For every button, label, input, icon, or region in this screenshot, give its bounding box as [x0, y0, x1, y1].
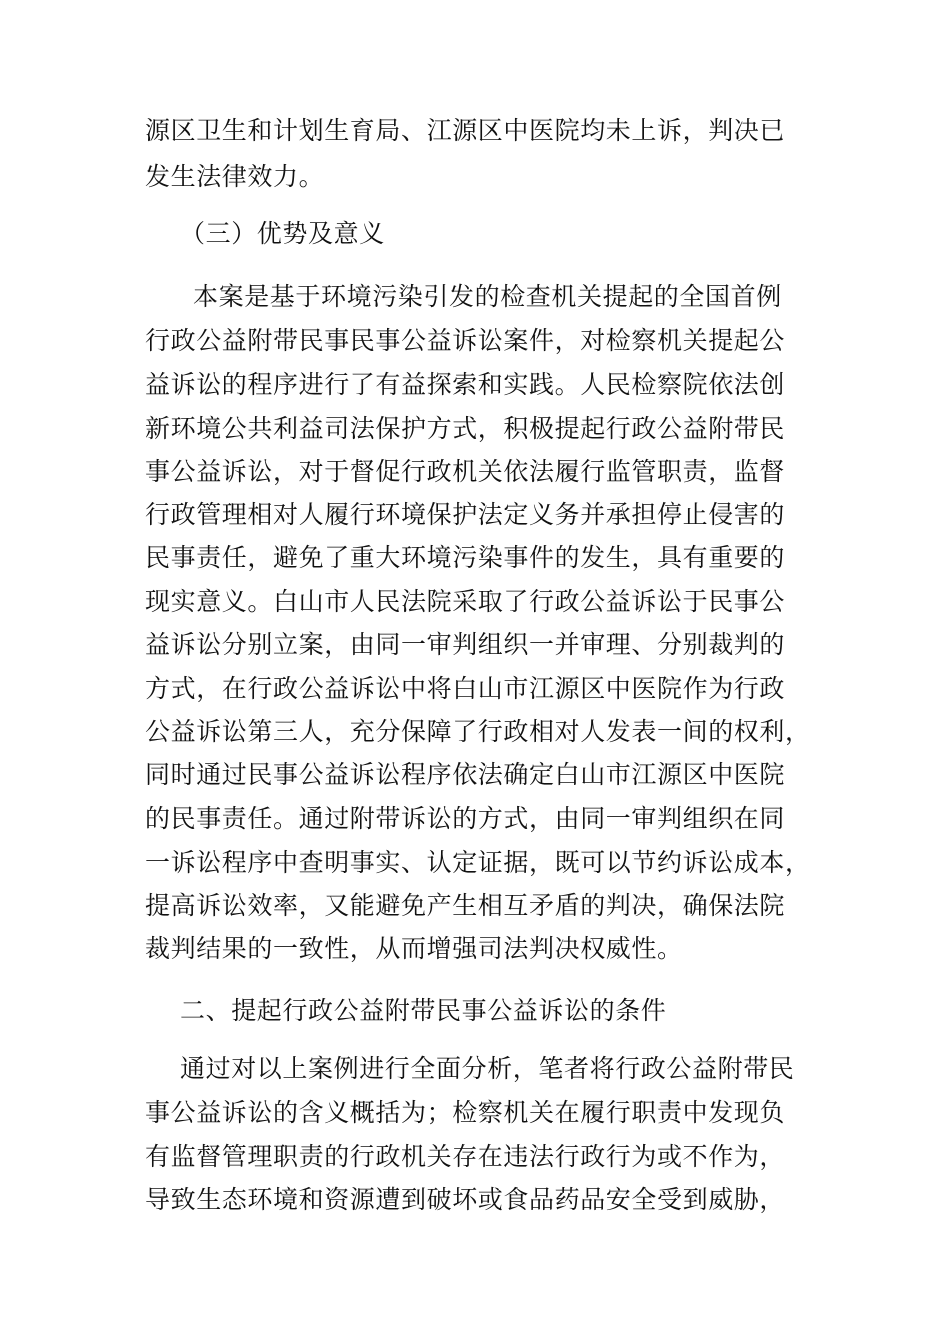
paragraph-line: 益诉讼的程序进行了有益探索和实践。人民检察院依法创 [145, 370, 786, 399]
paragraph-line: 发生法律效力。 [145, 162, 325, 191]
section-heading-conditions: 二、提起行政公益附带民事公益诉讼的条件 [180, 996, 667, 1025]
paragraph-line: 提高诉讼效率，又能避免产生相互矛盾的判决，确保法院 [145, 891, 786, 920]
paragraph-line: 事公益诉讼的含义概括为；检察机关在履行职责中发现负 [145, 1098, 786, 1127]
paragraph-line: 现实意义。白山市人民法院采取了行政公益诉讼于民事公 [145, 587, 786, 616]
paragraph-line: 裁判结果的一致性，从而增强司法判决权威性。 [145, 934, 683, 963]
paragraph-line: 通过对以上案例进行全面分析，笔者将行政公益附带民 [180, 1054, 795, 1083]
paragraph-line: 公益诉讼第三人，充分保障了行政相对人发表一间的权利， [145, 717, 811, 746]
paragraph-line: 同时通过民事公益诉讼程序依法确定白山市江源区中医院 [145, 760, 786, 789]
paragraph-line: 的民事责任。通过附带诉讼的方式，由同一审判组织在同 [145, 804, 786, 833]
paragraph-line: 事公益诉讼，对于督促行政机关依法履行监管职责，监督 [145, 457, 786, 486]
paragraph-line: 源区卫生和计划生育局、江源区中医院均未上诉，判决已 [145, 116, 786, 145]
paragraph-line: 有监督管理职责的行政机关存在违法行政行为或不作为， [145, 1142, 786, 1171]
paragraph-line: 方式，在行政公益诉讼中将白山市江源区中医院作为行政 [145, 674, 786, 703]
paragraph-line: 益诉讼分别立案，由同一审判组织一并审理、分别裁判的 [145, 630, 786, 659]
paragraph-line: 行政管理相对人履行环境保护法定义务并承担停止侵害的 [145, 500, 786, 529]
subheading-advantages: （三）优势及意义 [180, 219, 385, 248]
paragraph-line: 民事责任，避免了重大环境污染事件的发生，具有重要的 [145, 543, 786, 572]
paragraph-line: 本案是基于环境污染引发的检查机关提起的全国首例 [193, 282, 782, 311]
paragraph-line: 新环境公共利益司法保护方式，积极提起行政公益附带民 [145, 414, 786, 443]
paragraph-line: 行政公益附带民事民事公益诉讼案件，对检察机关提起公 [145, 326, 786, 355]
paragraph-line: 导致生态环境和资源遭到破坏或食品药品安全受到威胁， [145, 1185, 786, 1214]
paragraph-line: 一诉讼程序中查明事实、认定证据，既可以节约诉讼成本， [145, 848, 811, 877]
